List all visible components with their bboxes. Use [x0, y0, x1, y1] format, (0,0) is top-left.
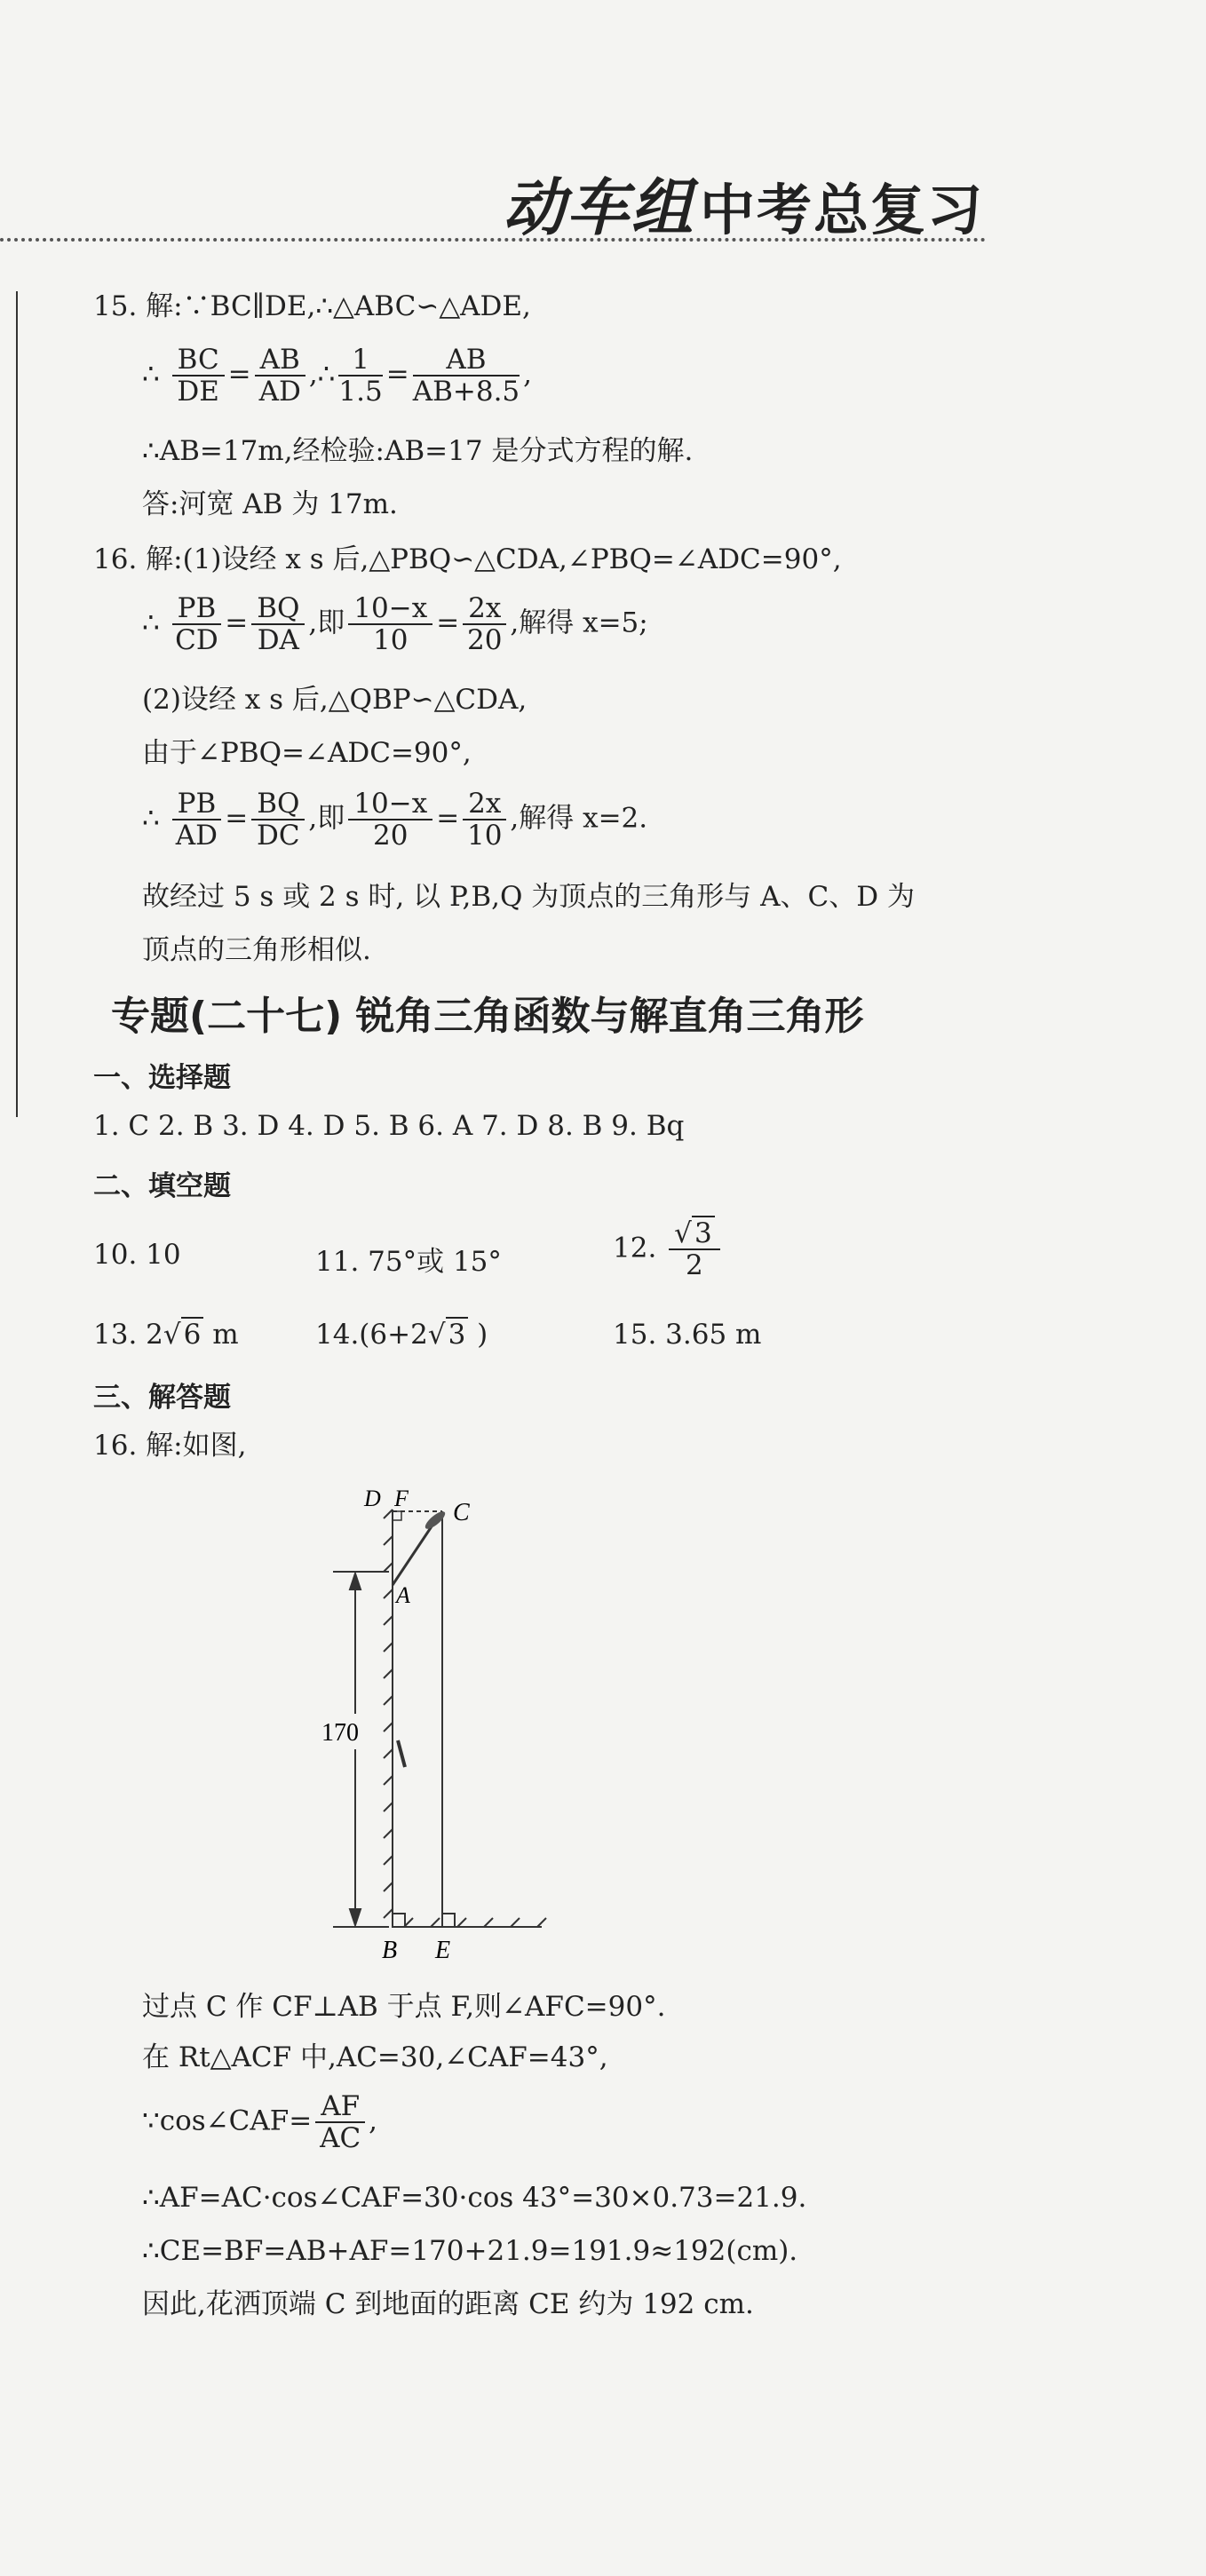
q16-intro: 16. 解:如图, [93, 1430, 247, 1462]
p16-line6: 故经过 5 s 或 2 s 时, 以 P,B,Q 为顶点的三角形与 A、C、D 为 [142, 881, 915, 913]
label-a: A [396, 1582, 410, 1608]
choice-answers: 1. C 2. B 3. D 4. D 5. B 6. A 7. D 8. B 9. Bq [93, 1110, 685, 1142]
subsection-solve: 三、解答题 [93, 1382, 231, 1414]
p15-line3: ∴AB=17m,经检验:AB=17 是分式方程的解. [142, 435, 694, 467]
subsection-choice: 一、选择题 [93, 1062, 231, 1094]
mark [398, 1740, 405, 1767]
right-angle-f [393, 1511, 401, 1520]
brand-text: 中考总复习 [699, 178, 984, 242]
p16-line2: ∴ $\frac{PB}{CD}$ = $\frac{BQ}{DA}$ ,即 $\frac{10-x}{10}$ = $\frac{2x}{20}$ ,解得 x=5; [142, 592, 648, 656]
ground [393, 1918, 546, 1927]
answer-15: 15. 3.65 m [613, 1319, 762, 1351]
brand-logo: 动车组 [502, 171, 694, 244]
brand-header [503, 158, 984, 248]
label-e: E [435, 1937, 451, 1964]
geometry-figure [320, 1474, 568, 1971]
shower-head [423, 1509, 448, 1532]
label-c: C [453, 1499, 470, 1526]
solution-line4: ∴AF=AC·cos∠CAF=30·cos 43°=30×0.73=21.9. [142, 2182, 807, 2214]
header-divider [0, 238, 986, 242]
p16-line4: 由于∠PBQ=∠ADC=90°, [142, 737, 472, 769]
answer-10: 10. 10 [93, 1239, 181, 1271]
solution-line2: 在 Rt△ACF 中,AC=30,∠CAF=43°, [142, 2041, 608, 2073]
right-angle-b [393, 1914, 405, 1927]
section-title: 专题(二十七) 锐角三角函数与解直角三角形 [111, 994, 864, 1039]
label-f: F [394, 1486, 409, 1511]
solution-line5: ∴CE=BF=AB+AF=170+21.9=191.9≈192(cm). [142, 2235, 798, 2267]
p16-line3: (2)设经 x s 后,△QBP∽△CDA, [142, 684, 528, 716]
p15-line2: ∴ $\frac{BC}{DE}$ = $\frac{AB}{AD}$ ,∴ $\frac{1}{1.5}$ = $\frac{AB}{AB+8.5}$ , [142, 344, 533, 408]
p15-line1: 15. 解:∵BC∥DE,∴△ABC∽△ADE, [93, 290, 531, 322]
answer-13: 13. 2√6 m [93, 1319, 239, 1351]
solution-line1: 过点 C 作 CF⊥AB 于点 F,则∠AFC=90°. [142, 1991, 666, 2023]
margin-line [16, 291, 18, 1117]
p15-line4: 答:河宽 AB 为 17m. [142, 488, 398, 520]
p16-line5: ∴ $\frac{PB}{AD}$ = $\frac{BQ}{DC}$ ,即 $\frac{10-x}{20}$ = $\frac{2x}{10}$ ,解得 x=2. [142, 788, 648, 852]
label-d: D [364, 1486, 381, 1511]
label-170: 170 [321, 1719, 359, 1747]
answer-12: 12. $\frac{√3}{2}$ [613, 1218, 724, 1280]
label-b: B [382, 1937, 398, 1964]
solution-line3: ∵cos∠CAF= $\frac{AF}{AC}$ , [142, 2090, 377, 2154]
p16-line1: 16. 解:(1)设经 x s 后,△PBQ∽△CDA,∠PBQ=∠ADC=90°, [93, 543, 842, 575]
p16-line7: 顶点的三角形相似. [142, 934, 371, 966]
subsection-fill: 二、填空题 [93, 1170, 231, 1202]
answer-11: 11. 75°或 15° [315, 1246, 502, 1278]
right-angle-e [442, 1914, 455, 1927]
solution-line6: 因此,花洒顶端 C 到地面的距离 CE 约为 192 cm. [142, 2288, 754, 2320]
answer-14: 14.(6+2√3 ) [315, 1319, 488, 1351]
